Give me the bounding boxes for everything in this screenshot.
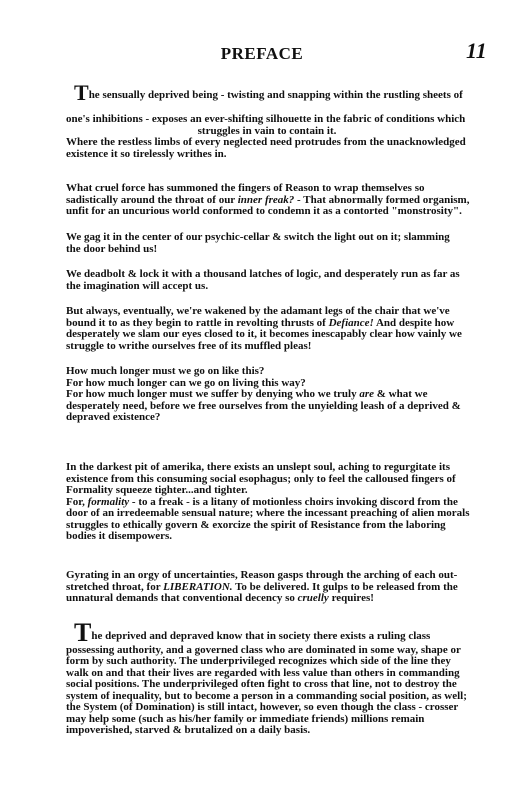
page-title: PREFACE — [220, 44, 304, 63]
paragraph-2 — [66, 183, 468, 218]
text-span: For how much longer must we suffer by denying who we truly — [66, 388, 360, 400]
text-line: struggle to writhe ourselves free of its muffled pleas! — [66, 339, 312, 352]
text-line: struggles in vain to contain it. — [197, 124, 337, 137]
paragraph-8 — [66, 570, 468, 605]
emphasis-text: inner freak? — [237, 193, 295, 206]
text-line: impoverished, starved & brutalized on a daily basis. — [66, 724, 311, 736]
text-line: the imagination will accept us. — [66, 279, 209, 292]
page-number: 11 — [466, 38, 487, 63]
text-line: walk on and that their lives are regarded with less value than others in commanding — [66, 666, 460, 679]
text-line: social positions. The underprivileged often fight to cross that line, not to destroy the — [66, 678, 457, 690]
text-line: bodies it disempowers. — [66, 530, 173, 542]
text-line: one's inhibitions - exposes an ever-shifting silhouette in the fabric of conditions which — [66, 113, 466, 125]
emphasis-text: Defiance! — [328, 316, 374, 329]
text-span: For, — [66, 495, 88, 508]
text-line: In the darkest pit of amerika, there exists an unslept soul, aching to regurgitate its — [66, 461, 450, 473]
text-line: struggles to ethically govern & exorcize the spirit of Resistance from the laboring — [66, 518, 446, 531]
text-span: - to a freak - is a litany of motionless choirs invoking discord from the — [129, 495, 458, 508]
text-span: bound it to as they begin to rattle in revolting thrusts of — [66, 316, 329, 329]
text-span: requires! — [328, 592, 374, 604]
text-span: - That abnormally formed organism, — [294, 193, 470, 206]
paragraph-4 — [66, 269, 468, 292]
text-line: existence from this consuming social esophagus; only to feel the calloused fingers of — [66, 472, 456, 485]
paragraph-7 — [66, 462, 468, 543]
text-line: But always, eventually, we're wakened by the adamant legs of the chair that we've — [66, 305, 450, 317]
text-line: What cruel force has summoned the fingers of Reason to wrap themselves so — [66, 182, 425, 194]
text-line: How much longer must we go on like this? — [66, 365, 265, 377]
text-span: sadistically around the throat of our — [66, 193, 238, 206]
text-line: Gyrating in an orgy of uncertainties, Reason gasps through the arching of each out- — [66, 569, 458, 581]
text-line: he deprived and depraved know that in society there exists a ruling class — [91, 630, 431, 642]
text-line: door of an irredeemable sensual nature; where the incessant preaching of alien morals — [66, 507, 470, 519]
paragraph-1 — [66, 80, 468, 160]
paragraph-6 — [66, 366, 468, 424]
text-line: depraved existence? — [66, 411, 161, 423]
text-line: Where the restless limbs of every neglected need protrudes from the unacknowledged — [66, 136, 466, 148]
text-line: We gag it in the center of our psychic-cellar & switch the light out on it; slamming — [66, 231, 450, 243]
text-line: form by such authority. The underprivileged recognizes which side of the line they — [66, 655, 451, 667]
text-line — [66, 593, 468, 605]
text-line: he sensually deprived being - twisting and snapping within the rustling sheets of — [88, 89, 463, 101]
paragraph-9 — [66, 618, 468, 737]
text-line: existence it so tirelessly writhes in. — [66, 147, 227, 160]
text-span: unnatural demands that conventional decency so — [66, 592, 298, 604]
text-line: desperately need, before we free ourselves from the unyielding leash of a deprived & — [66, 399, 461, 412]
text-line: Formality squeeze tighter...and tighter. — [66, 484, 248, 496]
text-line: For how much longer can we go on living this way? — [66, 376, 306, 389]
text-line: unfit for an uncurious world conformed to condemn it as a contorted "monstrosity". — [66, 205, 462, 217]
paragraph-3 — [66, 232, 468, 255]
text-line: system of inequality, but to become a person in a commanding social position, as well; — [66, 689, 467, 702]
text-line: We deadbolt & lock it with a thousand latches of logic, and desperately run as far as — [66, 268, 460, 280]
text-line: the System (of Domination) is still intact, however, so even though the class - crosser — [66, 701, 459, 713]
text-span: stretched throat, for — [66, 580, 164, 593]
text-span: And despite how — [373, 316, 455, 329]
text-line: possessing authority, and a governed class who are dominated in some way, shape or — [66, 643, 461, 656]
text-line — [66, 389, 468, 401]
paragraph-5 — [66, 306, 468, 352]
emphasis-text: are — [359, 388, 375, 400]
drop-cap: T — [74, 80, 89, 105]
emphasis-text: cruelly — [297, 592, 329, 604]
text-span: To be delivered. It gulps to be released from the — [232, 580, 458, 593]
emphasis-text: LIBERATION. — [163, 580, 233, 593]
text-line: may help some (such as his/her family or immediate friends) millions remain — [66, 712, 425, 725]
emphasis-text: formality — [87, 495, 130, 508]
drop-cap: T — [74, 618, 92, 647]
text-line: desperately we slam our eyes closed to it, it becomes inescapably clear how vainly we — [66, 328, 462, 340]
text-line: the door behind us! — [66, 242, 158, 255]
text-span: & what we — [374, 388, 428, 400]
